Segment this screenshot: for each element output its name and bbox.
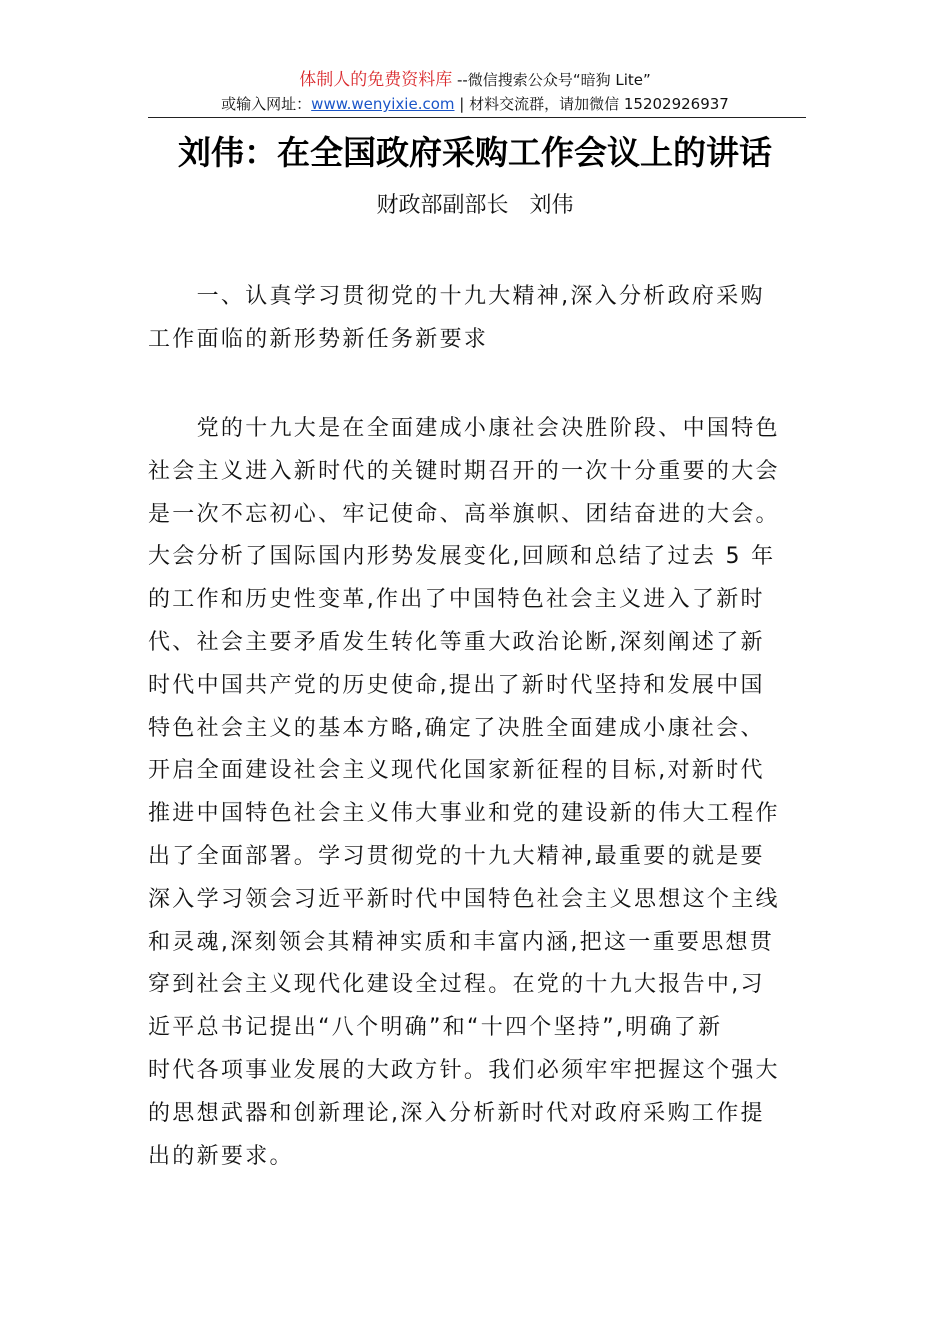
- section-heading-line: 工作面临的新形势新任务新要求: [148, 327, 489, 352]
- brand-name: 体制人的免费资料库: [299, 70, 453, 90]
- url-prefix: 或输入网址：: [221, 95, 312, 113]
- paragraph-line: 特色社会主义的基本方略,确定了决胜全面建成小康社会、: [148, 715, 765, 741]
- section-heading: [148, 275, 808, 361]
- paragraph-line: 的工作和历史性变革,作出了中国特色社会主义进入了新时: [148, 587, 765, 613]
- paragraph-line: 是一次不忘初心、牢记使命、高举旗帜、团结奋进的大会。: [148, 501, 780, 527]
- document-header: [0, 68, 950, 116]
- paragraph-line: 大会分析了国际国内形势发展变化,回顾和总结了过去 5 年: [148, 544, 776, 570]
- paragraph-line: 穿到社会主义现代化建设全过程。在党的十九大报告中,习: [148, 972, 765, 998]
- website-link[interactable]: www.wenyixie.com: [311, 95, 455, 113]
- paragraph-line: 推进中国特色社会主义伟大事业和党的建设新的伟大工程作: [148, 801, 780, 827]
- body-paragraph: [148, 408, 808, 1178]
- author-byline: 财政部副部长 刘伟: [376, 193, 574, 218]
- header-contact-line: [0, 92, 950, 116]
- paragraph-line: 出了全面部署。学习贯彻党的十九大精神,最重要的就是要: [148, 843, 765, 869]
- paragraph-line: 出的新要求。: [148, 1143, 294, 1169]
- header-divider: [148, 117, 806, 118]
- paragraph-line: 时代各项事业发展的大政方针。我们必须牢牢把握这个强大: [148, 1057, 780, 1083]
- paragraph-line: 近平总书记提出“八个明确”和“十四个坚持”,明确了新: [148, 1015, 723, 1041]
- paragraph-line: 和灵魂,深刻领会其精神实质和丰富内涵,把这一重要思想贯: [148, 929, 775, 955]
- paragraph-line: 代、社会主要矛盾发生转化等重大政治论断,深刻阐述了新: [148, 629, 765, 655]
- paragraph-line: 开启全面建设社会主义现代化国家新征程的目标,对新时代: [148, 758, 765, 784]
- paragraph-line: 时代中国共产党的历史使命,提出了新时代坚持和发展中国: [148, 672, 765, 698]
- header-tagline: --微信搜索公众号“暗狗 Lite”: [452, 71, 651, 89]
- contact-info: | 材料交流群，请加微信 15202926937: [454, 95, 729, 113]
- paragraph-line: 党的十九大是在全面建成小康社会决胜阶段、中国特色: [148, 416, 780, 441]
- paragraph-line: 社会主义进入新时代的关键时期召开的一次十分重要的大会: [148, 458, 780, 484]
- paragraph-line: 深入学习领会习近平新时代中国特色社会主义思想这个主线: [148, 886, 780, 912]
- page-title: 刘伟：在全国政府采购工作会议上的讲话: [178, 133, 772, 172]
- section-heading-line: 一、认真学习贯彻党的十九大精神,深入分析政府采购: [148, 284, 765, 309]
- paragraph-line: 的思想武器和创新理论,深入分析新时代对政府采购工作提: [148, 1100, 765, 1126]
- header-banner: [0, 68, 950, 92]
